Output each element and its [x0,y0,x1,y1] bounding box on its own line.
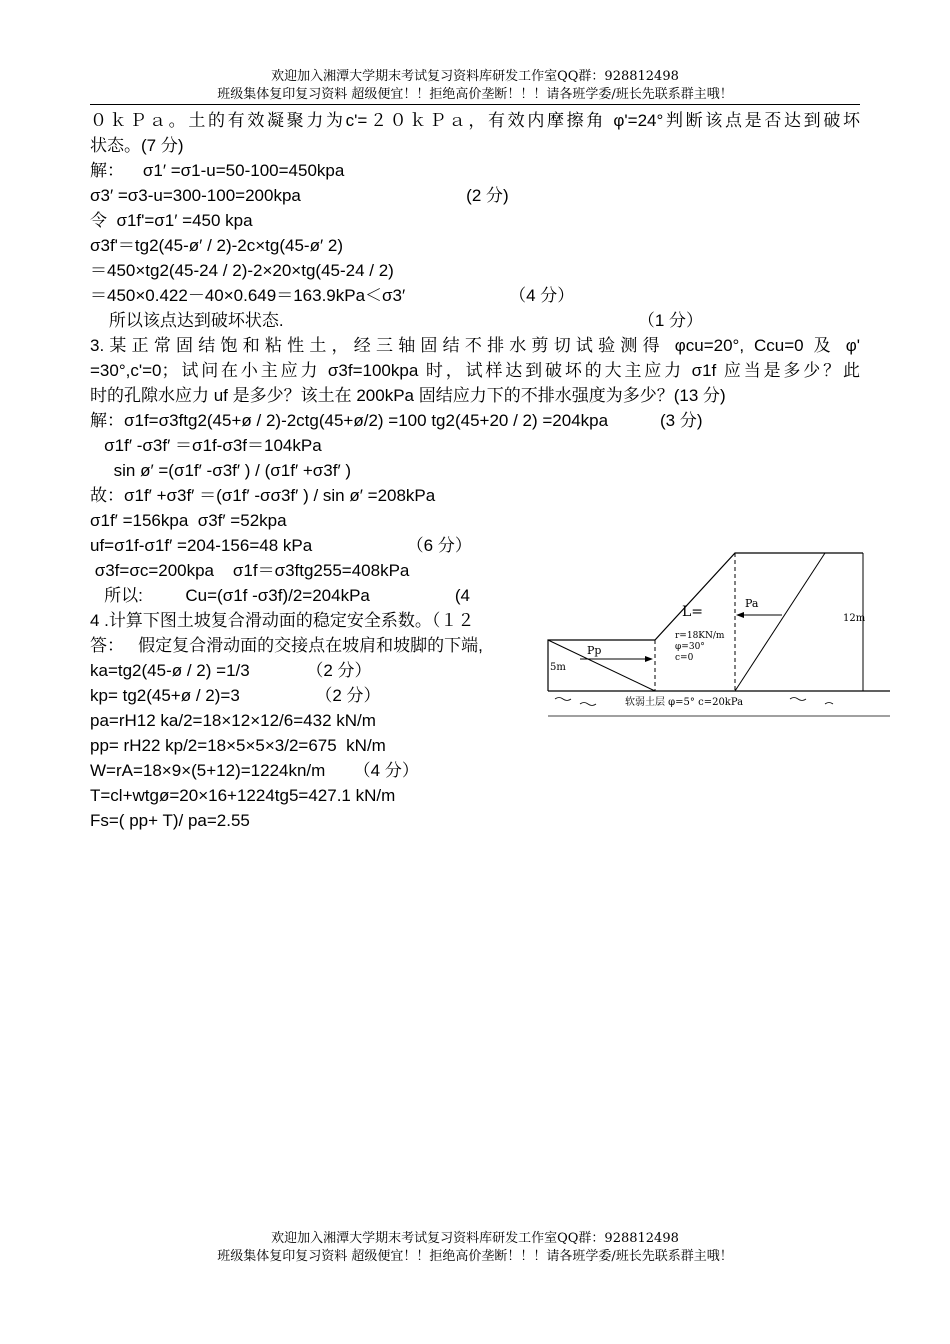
page-header [0,68,950,104]
header-line-1: 欢迎加入湘潭大学期末考试复习资料库研发工作室QQ群：928812498 [271,69,679,84]
text-line: 4 .计算下图土坡复合滑动面的稳定安全系数。（１２ [90,611,475,630]
label-pp: Pp [587,644,602,657]
text-line: 时的孔隙水应力 uf 是多少？该土在 200kPa 固结应力下的不排水强度为多少？(13 分) [90,386,726,405]
text-line: 所以: Cu=(σ1f -σ3f)/2=204kPa (4 [90,586,471,605]
text-line: σ1f′ =156kpa σ3f′ =52kpa [90,511,287,530]
label-cohesion: c=0 [675,653,694,663]
text-line: σ1f′ -σ3f′ ＝σ1f-σ3f＝104kPa [90,436,322,455]
text-line: =30°,c'=0；试问在小主应力 σ3f=100kpa 时，试样达到破坏的大主应力 σ1f 应当是多少？此 [90,361,860,380]
text-line: W=rA=18×9×(5+12)=1224kn/m （4 分） [90,761,419,780]
text-line: 所以该点达到破坏状态. （1 分） [90,311,704,330]
label-friction-angle: φ=30° [675,642,705,652]
label-5m: 5m [550,662,566,673]
text-line: Fs=( pp+ T)/ pa=2.55 [90,811,250,830]
text-line: σ3′ =σ3-u=300-100=200kpa (2 分) [90,186,509,205]
text-line: ＝450×tg2(45-24 / 2)-2×20×tg(45-24 / 2) [90,261,394,280]
text-line: kp= tg2(45+ø / 2)=3 （2 分） [90,686,381,705]
text-line: σ3f=σc=200kpa σ1f＝σ3ftg255=408kPa [90,561,410,580]
text-line: 答： 假定复合滑动面的交接点在坡肩和坡脚的下端, [90,636,483,655]
text-line: ＝450×0.422－40×0.649＝163.9kPa＜σ3′ （4 分） [90,286,575,305]
footer-line-1: 欢迎加入湘潭大学期末考试复习资料库研发工作室QQ群：928812498 [271,1231,679,1246]
page-footer [0,1230,950,1266]
text-line: uf=σ1f-σ1f′ =204-156=48 kPa （6 分） [90,536,472,555]
text-line: sin ø′ =(σ1f′ -σ3f′ ) / (σ1f′ +σ3f′ ) [90,461,352,480]
text-line: pa=rH12 ka/2=18×12×12/6=432 kN/m [90,711,376,730]
header-line-2: 班级集体复印复习资料 超级便宜！！拒绝高价垄断！！！请各班学委/班长先联系群主哦！ [217,87,733,102]
text-line: ０ｋＰａ。土的有效凝聚力为c'=２０ｋＰａ，有效内摩擦角 φ'=24°判断该点是否达到破坏 [90,111,860,130]
text-line: 状态。(7 分) [90,136,184,155]
label-unit-weight: r=18KN/m [675,631,725,641]
text-line: 故：σ1f′ +σ3f′ ＝(σ1f′ -σσ3f′ ) / sin ø′ =208kPa [90,486,436,505]
label-12m: 12m [843,613,866,624]
text-line: pp= rH22 kp/2=18×5×5×3/2=675 kN/m [90,736,386,755]
header-rule [90,104,860,105]
text-line: 令 σ1f'=σ1′ =450 kpa [90,211,253,230]
text-line: T=cl+wtgø=20×16+1224tg5=427.1 kN/m [90,786,396,805]
footer-line-2: 班级集体复印复习资料 超级便宜！！拒绝高价垄断！！！请各班学委/班长先联系群主哦！ [217,1249,733,1264]
label-pa: Pa [745,597,759,610]
text-line: 解： σ1′ =σ1-u=50-100=450kpa [90,161,345,180]
slope-diagram [545,548,890,718]
text-line: 3.某正常固结饱和粘性土，经三轴固结不排水剪切试验测得 φcu=20°, Ccu=0 及 φ' [90,336,860,355]
label-l: L= [682,604,704,620]
text-line: σ3f'＝tg2(45-ø′ / 2)-2c×tg(45-ø′ 2) [90,236,343,255]
label-soft-layer: 软弱土层 φ=5° c=20kPa [625,697,744,708]
text-line: 解：σ1f=σ3ftg2(45+ø / 2)-2ctg(45+ø/2) =100 tg2(45+20 / 2) =204kpa (3 分) [90,411,703,430]
text-line: ka=tg2(45-ø / 2) =1/3 （2 分） [90,661,372,680]
